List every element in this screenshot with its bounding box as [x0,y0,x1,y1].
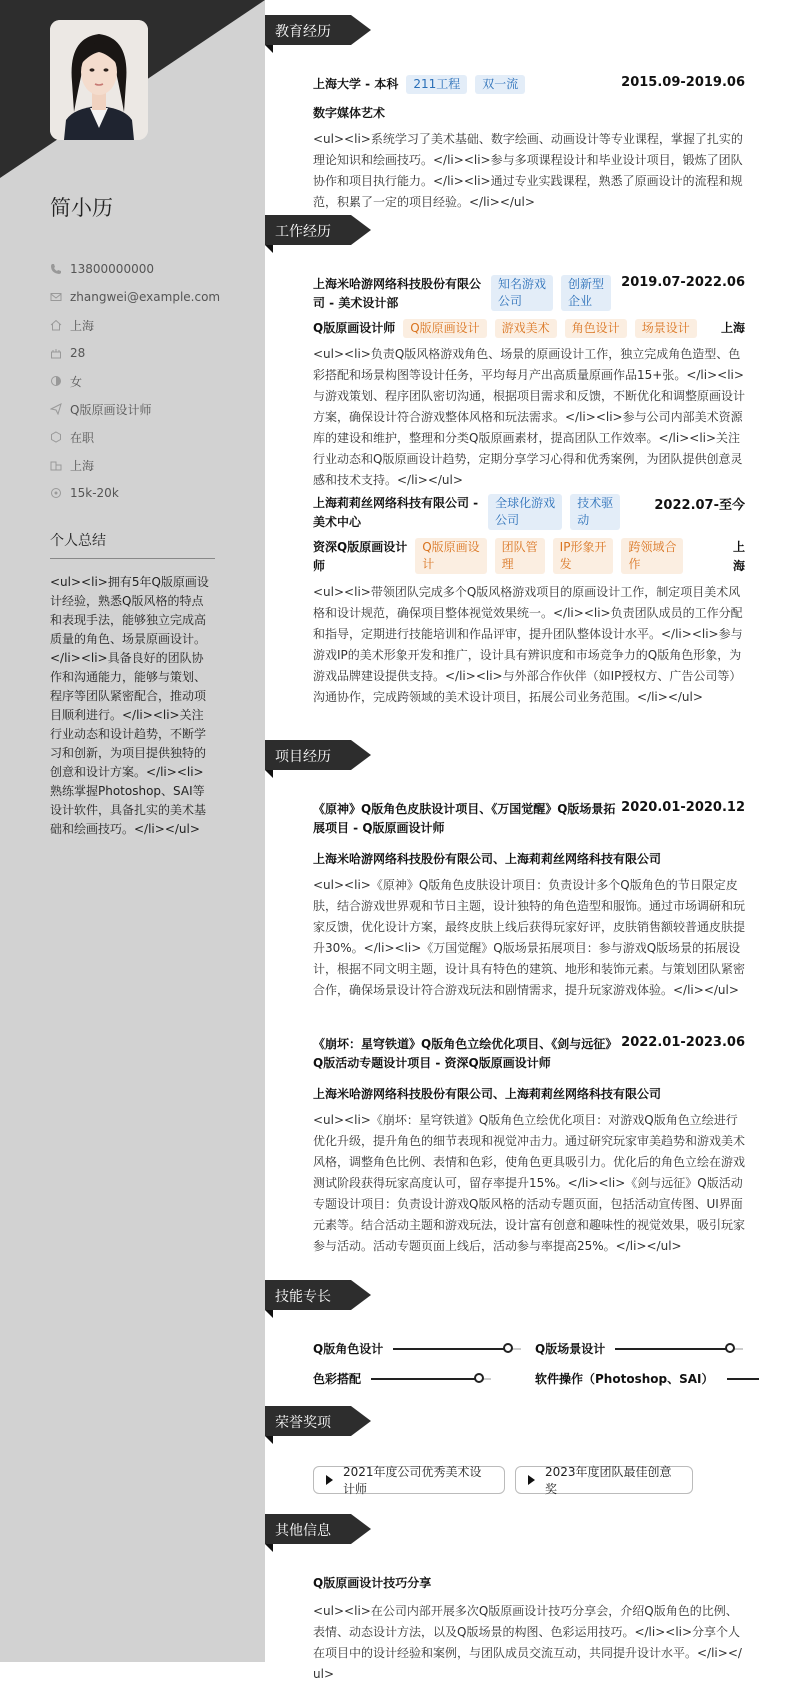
section-header-education: 教育经历 [265,15,351,45]
section-header-projects: 项目经历 [265,740,351,770]
education-entry [313,75,745,213]
contact-age: 28 [50,339,250,367]
work-date: 2019.07-2022.06 [621,275,745,290]
project-date: 2022.01-2023.06 [621,1035,745,1050]
status-icon [50,431,62,443]
project-title: 《原神》Q版角色皮肤设计项目、《万国觉醒》Q版场景拓 展项目 - Q版原画设计师 [313,802,616,835]
work-entry [313,275,745,491]
contact-home: 上海 [50,311,250,339]
project-title: 《崩坏：星穹铁道》Q版角色立绘优化项目、《剑与远征》 Q版活动专题设计项目 - 资深Q版原画设计师 [313,1037,618,1070]
project-desc: <ul><li>《崩坏：星穹铁道》Q版角色立绘优化项目：对游戏Q版角色立绘进行优化升级，提升角色的细节表现和视觉冲击力。通过研究玩家审美趋势和游戏美术风格，调整角色比例、表情和色彩，使角色更具吸引力。优化后的角色立绘在游戏测试阶段获得玩家高度认可，留存率提升15%。</li><li>《剑与远征》Q版活动专题设计项目：负责设计游戏Q版风格的活动专题页面，包括活动宣传图、UI界面元素等。结合活动主题和游戏玩法，设计富有创意和趣味性的视觉效果，吸引玩家参与活动。活动专题页面上线后，活动参与率提高25%。</li></ul> [313,1113,746,1253]
role-tag: 游戏美术 [495,319,557,338]
sidebar [0,0,265,1662]
salary-icon [50,487,62,499]
company-tag: 技术驱 动 [570,494,620,530]
project-company: 上海米哈游网络科技股份有限公司、上海莉莉丝网络科技有限公司 [313,1087,662,1101]
triangle-icon [326,1475,333,1485]
job-city: 上海 [720,321,745,335]
section-header-other: 其他信息 [265,1514,351,1544]
contact-gender: 女 [50,367,250,395]
section-header-work: 工作经历 [265,215,351,245]
education-tag: 211工程 [406,75,467,94]
work-entry [313,494,745,708]
age-icon [50,347,62,359]
major: 数字媒体艺术 [313,106,386,120]
section-header-awards: 荣誉奖项 [265,1406,351,1436]
profile-name: 简小历 [50,196,113,220]
job-title: 资深Q版原画设计 师 [313,540,408,573]
work-desc: <ul><li>负责Q版风格游戏角色、场景的原画设计工作，独立完成角色造型、色彩搭配和场景构图等设计任务，平均每月产出高质量原画作品15+张。</li><li>与游戏策划、程序团队密切沟通，根据项目需求和反馈，不断优化和调整原画设计方案，确保设计符合游戏整体风格和玩法需求。</li><li>参与公司内部美术资源库的建设和维护，整理和分类Q版原画素材，提高团队工作效率。</li><li>关注行业动态和Q版原画设计趋势，定期分享学习心得和优秀案例，为团队提供创意灵感和技术支持。</li></ul> [313,347,746,487]
project-entry [313,800,745,1001]
education-date: 2015.09-2019.06 [621,75,745,90]
company-name: 上海米哈游网络科技股份有限公 司 - 美术设计部 [313,277,482,310]
education-desc: <ul><li>系统学习了美术基础、数字绘画、动画设计等专业课程，掌握了扎实的理论知识和绘画技巧。</li><li>参与多项课程设计和毕业设计项目，锻炼了团队协作和项目执行能力。</li><li>通过专业实践课程，熟悉了原画设计的流程和规范，积累了一定的项目经验。</li></ul> [313,132,743,209]
project-entry [313,1035,745,1257]
work-date: 2022.07-至今 [654,498,745,513]
position-icon [50,403,62,415]
avatar [50,20,148,140]
work-desc: <ul><li>带领团队完成多个Q版风格游戏项目的原画设计工作，制定项目美术风格和设计规范，确保项目整体视觉效果统一。</li><li>负责团队成员的工作分配和指导，定期进行技能培训和作品评审，提升团队整体设计水平。</li><li>参与游戏IP的美术形象开发和推广，设计具有辨识度和市场竞争力的Q版角色形象，为游戏品牌建设提供支持。</li><li>与外部合作伙伴（如IP授权方、广告公司等）沟通协作，完成跨领域的美术设计项目，拓展公司业务范围。</li></ul> [313,585,743,704]
project-desc: <ul><li>《原神》Q版角色皮肤设计项目：负责设计多个Q版角色的节日限定皮肤，结合游戏世界观和节日主题，设计独特的角色造型和服饰。通过市场调研和玩家反馈，优化设计方案，最终皮肤上线后获得玩家好评，皮肤销售额较普通皮肤提升30%。</li><li>《万国觉醒》Q版场景拓展项目：参与游戏Q版场景的拓展设计，根据不同文明主题，设计具有特色的建筑、地形和装饰元素。与策划团队紧密合作，确保场景设计符合游戏玩法和剧情需求，提升玩家游戏体验。</li></ul> [313,878,746,997]
skill-item: 软件操作（Photoshop、SAI） [535,1370,759,1387]
contact-list [50,255,250,507]
skill-knob [474,1373,484,1383]
project-company: 上海米哈游网络科技股份有限公司、上海莉莉丝网络科技有限公司 [313,852,662,866]
skill-bar [727,1378,759,1380]
contact-phone: 13800000000 [50,255,250,283]
triangle-icon [528,1475,535,1485]
role-tag: 团队管 理 [495,538,545,574]
skill-knob [725,1343,735,1353]
project-date: 2020.01-2020.12 [621,800,745,815]
phone-icon [50,263,62,275]
city-icon [50,459,62,471]
job-city: 上 海 [732,540,745,573]
award-item: 2023年度团队最佳创意奖 [515,1466,693,1494]
role-tag: Q版原画设 计 [415,538,486,574]
contact-salary: 15k-20k [50,479,250,507]
other-desc: <ul><li>在公司内部开展多次Q版原画设计技巧分享会，介绍Q版角色的比例、表情、动态设计方法，以及Q版场景的构图、色彩运用技巧。</li><li>分享个人在项目中的设计经验和案例，与团队成员交流互动，共同提升设计水平。</li></ul> [313,1604,742,1681]
other-entry [313,1574,745,1685]
main-content [265,0,794,1681]
skill-bar [393,1348,521,1350]
role-tag: 场景设计 [635,319,697,338]
company-tag: 创新型 企业 [561,275,611,311]
summary-text: <ul><li>拥有5年Q版原画设计经验，熟悉Q版风格的特点和表现手法，能够独立完成高质量的角色、场景原画设计。</li><li>具备良好的团队协作和沟通能力，能够与策划、程序等团队紧密配合，推动项目顺利进行。</li><li>关注行业动态和设计趋势，不断学习和创新，为项目提供独特的创意和设计方案。</li><li>熟练掌握Photoshop、SAI等设计软件，具备扎实的美术基础和绘画技巧。</li></ul> [50,575,209,836]
role-tag: 角色设计 [565,319,627,338]
skill-knob [503,1343,513,1353]
other-title: Q版原画设计技巧分享 [313,1576,432,1590]
role-tag: Q版原画设计 [403,319,486,338]
company-name: 上海莉莉丝网络科技有限公司 - 美术中心 [313,496,479,529]
email-icon [50,291,62,303]
skill-item: Q版角色设计 [313,1340,521,1357]
section-header-skills: 技能专长 [265,1280,351,1310]
company-tag: 全球化游戏 公司 [488,494,562,530]
role-tag: IP形象开 发 [553,538,614,574]
job-title: Q版原画设计师 [313,321,396,335]
gender-icon [50,375,62,387]
contact-email: zhangwei@example.com [50,283,250,311]
contact-city: 上海 [50,451,250,479]
education-tag: 双一流 [475,75,525,94]
school-name: 上海大学 - 本科 [313,77,399,91]
contact-status: 在职 [50,423,250,451]
skill-item: 色彩搭配 [313,1370,491,1387]
summary-title: 个人总结 [50,530,215,559]
role-tag: 跨领域合 作 [621,538,683,574]
home-icon [50,319,62,331]
company-tag: 知名游戏 公司 [491,275,553,311]
skill-item: Q版场景设计 [535,1340,743,1357]
skill-bar [615,1348,743,1350]
skill-bar [371,1378,491,1380]
award-item: 2021年度公司优秀美术设计师 [313,1466,505,1494]
contact-position: Q版原画设计师 [50,395,250,423]
